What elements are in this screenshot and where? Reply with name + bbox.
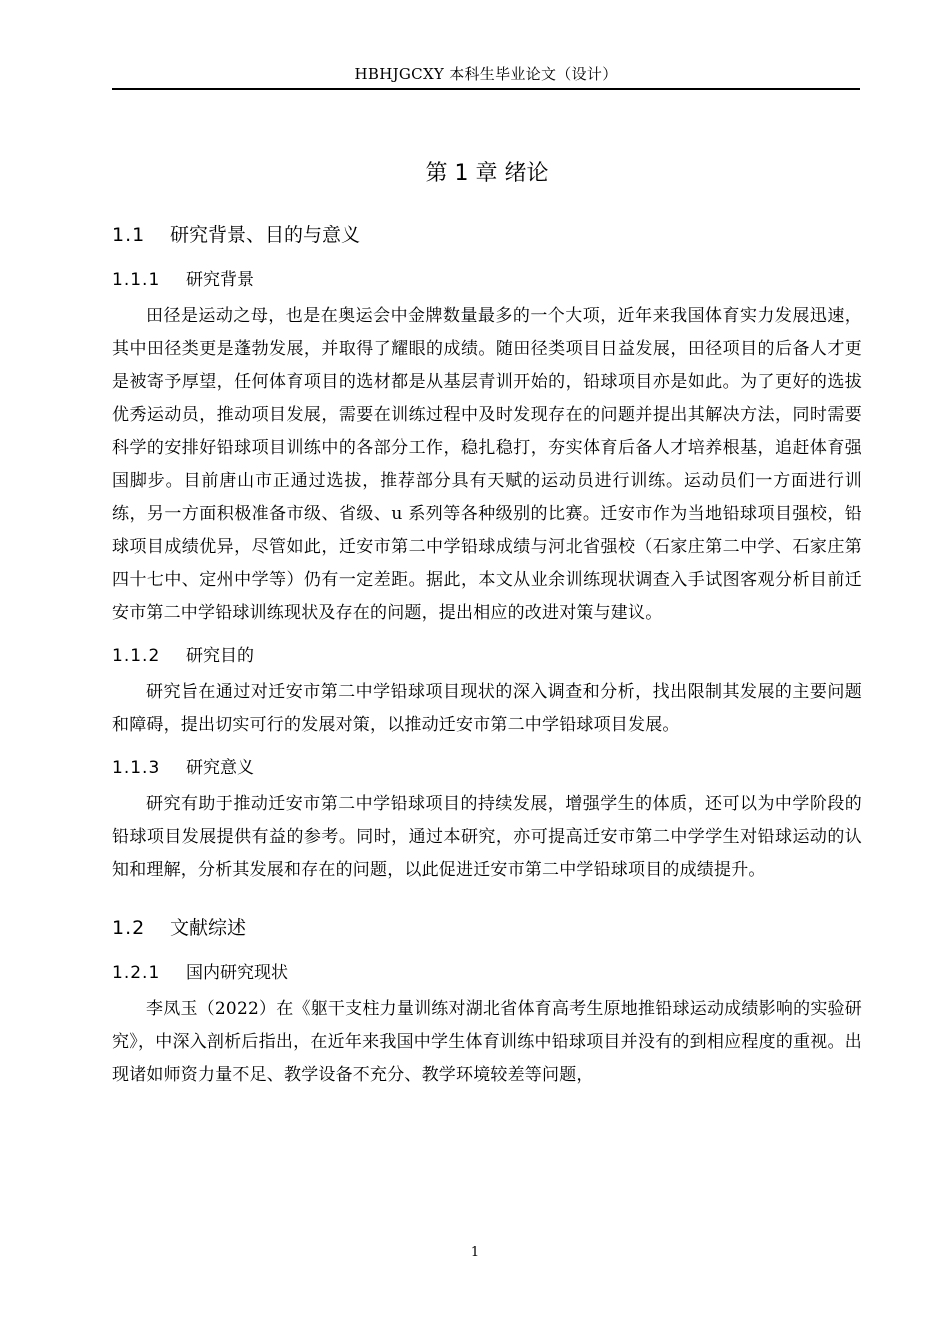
section-heading-1-2: [112, 913, 862, 943]
header-divider: [112, 88, 860, 90]
subsection-heading-1-1-3: [112, 754, 862, 782]
subsection-title: 国内研究现状: [186, 963, 288, 983]
paragraph-research-significance: 研究有助于推动迁安市第二中学铅球项目的持续发展，增强学生的体质，还可以为中学阶段的铅球项目发展提供有益的参考。同时，通过本研究，亦可提高迁安市第二中学学生对铅球运动的认知和理解，分析其发展和存在的问题，以此促进迁安市第二中学铅球项目的成绩提升。: [112, 794, 862, 880]
subsection-heading-1-1-2: [112, 642, 862, 670]
subsection-heading-1-2-1: [112, 959, 862, 987]
paragraph-domestic-research: 李凤玉（2022）在《躯干支柱力量训练对湖北省体育高考生原地推铅球运动成绩影响的实验研究》，中深入剖析后指出，在近年来我国中学生体育训练中铅球项目并没有的到相应程度的重视。出现诸如师资力量不足、教学设备不充分、教学环境较差等问题，: [112, 999, 862, 1085]
section-number: 1.2: [112, 917, 146, 939]
subsection-heading-1-1-1: [112, 266, 862, 294]
subsection-title: 研究背景: [186, 270, 254, 290]
section-heading-1-1: [112, 220, 862, 250]
subsection-number: 1.1.1: [112, 270, 161, 290]
subsection-title: 研究目的: [186, 646, 254, 666]
paragraph-research-purpose: 研究旨在通过对迁安市第二中学铅球项目现状的深入调查和分析，找出限制其发展的主要问题和障碍，提出切实可行的发展对策，以推动迁安市第二中学铅球项目发展。: [112, 682, 862, 735]
subsection-number: 1.1.3: [112, 758, 161, 778]
subsection-number: 1.1.2: [112, 646, 161, 666]
chapter-title: 第 1 章 绪论: [425, 161, 549, 186]
page-content: [112, 150, 862, 1104]
running-header: HBHJGCXY 本科生毕业论文（设计）: [354, 65, 618, 83]
paragraph-research-background: 田径是运动之母，也是在奥运会中金牌数量最多的一个大项，近年来我国体育实力发展迅速，其中田径类更是蓬勃发展，并取得了耀眼的成绩。随田径类项目日益发展，田径项目的后备人才更是被寄予厚望，任何体育项目的选材都是从基层青训开始的，铅球项目亦是如此。为了更好的选拔优秀运动员，推动项目发展，需要在训练过程中及时发现存在的问题并提出其解决方法，同时需要科学的安排好铅球项目训练中的各部分工作，稳扎稳打，夯实体育后备人才培养根基，追赶体育强国脚步。目前唐山市正通过选拔，推荐部分具有天赋的运动员进行训练。运动员们一方面进行训练，另一方面积极准备市级、省级、u 系列等各种级别的比赛。迁安市作为当地铅球项目强校，铅球项目成绩优异，尽管如此，迁安市第二中学铅球成绩与河北省强校（石家庄第二中学、石家庄第四十七中、定州中学等）仍有一定差距。据此，本文从业余训练现状调查入手试图客观分析目前迁安市第二中学铅球训练现状及存在的问题，提出相应的改进对策与建议。: [112, 306, 862, 623]
section-title: 文献综述: [170, 917, 247, 939]
section-title: 研究背景、目的与意义: [170, 224, 361, 246]
subsection-title: 研究意义: [186, 758, 254, 778]
page-number: 1: [470, 1245, 480, 1260]
section-number: 1.1: [112, 224, 146, 246]
subsection-number: 1.2.1: [112, 963, 161, 983]
